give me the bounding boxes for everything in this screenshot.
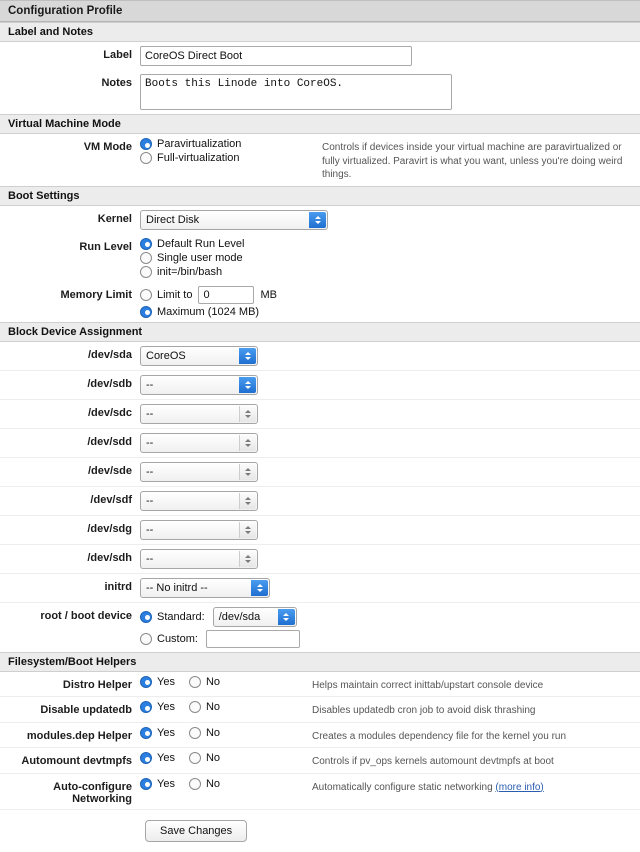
block-device-select-sde[interactable] bbox=[140, 462, 258, 482]
helper-row-automount-devtmpfs bbox=[0, 748, 640, 774]
block-device-label: /dev/sdh bbox=[87, 551, 132, 564]
block-device-label: /dev/sdf bbox=[90, 493, 132, 506]
label-input[interactable] bbox=[140, 46, 412, 66]
radio-icon[interactable] bbox=[140, 266, 152, 278]
block-device-select-sdf[interactable] bbox=[140, 491, 258, 511]
radio-icon-no[interactable] bbox=[189, 727, 201, 739]
run-level-option-label: init=/bin/bash bbox=[157, 265, 223, 278]
block-device-select-sda[interactable] bbox=[140, 346, 258, 366]
block-device-select-value: -- bbox=[146, 407, 154, 420]
radio-icon-yes[interactable] bbox=[140, 701, 152, 713]
section-block-device-assignment: Block Device Assignment bbox=[0, 322, 640, 342]
radio-icon[interactable] bbox=[140, 611, 152, 623]
run-level-option-label: Single user mode bbox=[157, 251, 243, 264]
block-device-label: /dev/sda bbox=[87, 348, 132, 361]
root-device-standard-label: Standard: bbox=[157, 610, 205, 623]
memory-limit-option-limit-to[interactable] bbox=[140, 286, 277, 304]
vm-mode-option-paravirtualization[interactable] bbox=[140, 138, 310, 150]
label-row bbox=[0, 42, 640, 70]
helper-help-text: Creates a modules dependency file for the kernel you run bbox=[312, 730, 567, 742]
memory-limit-unit: MB bbox=[260, 288, 277, 301]
helper-yes-label: Yes bbox=[157, 701, 175, 713]
block-device-select-sdc[interactable] bbox=[140, 404, 258, 424]
block-device-select-value: -- bbox=[146, 523, 154, 536]
run-level-option-single-user[interactable] bbox=[140, 252, 244, 264]
kernel-select-value: Direct Disk bbox=[146, 213, 200, 226]
block-device-row-sdd bbox=[0, 429, 640, 458]
section-boot-settings: Boot Settings bbox=[0, 186, 640, 206]
helper-label: Distro Helper bbox=[62, 678, 132, 691]
helper-help-text: Automatically configure static networking bbox=[312, 781, 496, 793]
chevron-updown-icon[interactable] bbox=[239, 464, 256, 480]
memory-limit-limit-to-label: Limit to bbox=[157, 288, 193, 301]
helper-label: modules.dep Helper bbox=[26, 729, 132, 742]
memory-limit-input[interactable] bbox=[198, 286, 254, 304]
radio-icon-yes[interactable] bbox=[140, 752, 152, 764]
chevron-updown-icon[interactable] bbox=[239, 551, 256, 567]
section-filesystem-boot-helpers: Filesystem/Boot Helpers bbox=[0, 652, 640, 672]
run-level-label: Run Level bbox=[79, 240, 132, 253]
initrd-select[interactable] bbox=[140, 578, 270, 598]
helper-row-disable-updatedb bbox=[0, 697, 640, 723]
block-device-select-sdb[interactable] bbox=[140, 375, 258, 395]
run-level-row bbox=[0, 234, 640, 282]
helper-row-distro-helper bbox=[0, 672, 640, 698]
root-device-option-standard[interactable] bbox=[140, 607, 300, 627]
block-device-select-value: -- bbox=[146, 494, 154, 507]
helper-yes-label: Yes bbox=[157, 675, 175, 688]
memory-limit-option-maximum[interactable] bbox=[140, 306, 277, 318]
helper-no-label: No bbox=[205, 675, 221, 688]
chevron-updown-icon[interactable] bbox=[239, 493, 256, 509]
radio-icon-yes[interactable] bbox=[140, 727, 152, 739]
vm-mode-option-label: Paravirtualization bbox=[157, 138, 242, 150]
root-boot-device-label: root / boot device bbox=[40, 609, 132, 622]
helper-label: Auto-configure Networking bbox=[53, 780, 132, 805]
block-device-select-value: -- bbox=[146, 465, 154, 478]
notes-field-label: Notes bbox=[101, 77, 132, 89]
radio-icon-no[interactable] bbox=[189, 676, 201, 688]
radio-icon[interactable] bbox=[140, 138, 152, 150]
notes-textarea[interactable] bbox=[140, 74, 452, 110]
form-footer bbox=[0, 810, 640, 852]
block-device-label: /dev/sdb bbox=[87, 377, 132, 390]
vm-mode-row bbox=[0, 134, 640, 186]
kernel-row bbox=[0, 206, 640, 234]
root-device-custom-label: Custom: bbox=[157, 632, 198, 645]
helper-label: Disable updatedb bbox=[40, 704, 132, 716]
radio-icon[interactable] bbox=[140, 252, 152, 264]
block-device-select-sdh[interactable] bbox=[140, 549, 258, 569]
initrd-select-value: -- No initrd -- bbox=[146, 581, 208, 594]
block-device-select-value: CoreOS bbox=[146, 349, 186, 362]
memory-limit-maximum-label: Maximum (1024 MB) bbox=[157, 305, 260, 318]
helper-help-text-wrapper bbox=[300, 778, 544, 795]
block-device-row-sdc bbox=[0, 400, 640, 429]
window-title: Configuration Profile bbox=[0, 0, 640, 22]
section-virtual-machine-mode: Virtual Machine Mode bbox=[0, 114, 640, 134]
helper-yes-label: Yes bbox=[157, 726, 175, 739]
block-device-label: /dev/sdg bbox=[87, 522, 132, 535]
root-device-custom-input[interactable] bbox=[206, 630, 300, 648]
block-device-row-sdf bbox=[0, 487, 640, 516]
block-device-label: /dev/sdc bbox=[87, 406, 132, 419]
block-device-select-sdd[interactable] bbox=[140, 433, 258, 453]
block-device-select-value: -- bbox=[146, 436, 154, 449]
notes-row bbox=[0, 70, 640, 114]
radio-icon[interactable] bbox=[140, 289, 152, 301]
block-device-row-sdb bbox=[0, 371, 640, 400]
block-device-label: /dev/sdd bbox=[87, 435, 132, 448]
helper-row-auto-configure-networking bbox=[0, 774, 640, 810]
chevron-updown-icon[interactable] bbox=[239, 348, 256, 364]
chevron-updown-icon[interactable] bbox=[239, 377, 256, 393]
block-device-select-value: -- bbox=[146, 552, 154, 565]
helper-yes-label: Yes bbox=[157, 752, 175, 764]
helper-yes-label: Yes bbox=[157, 777, 175, 790]
radio-icon-yes[interactable] bbox=[140, 676, 152, 688]
section-label-and-notes: Label and Notes bbox=[0, 22, 640, 42]
root-device-standard-select[interactable] bbox=[213, 607, 297, 627]
memory-limit-row bbox=[0, 282, 640, 322]
kernel-label: Kernel bbox=[97, 212, 132, 225]
block-device-row-sdh bbox=[0, 545, 640, 574]
root-boot-device-row bbox=[0, 603, 640, 652]
radio-icon-yes[interactable] bbox=[140, 778, 152, 790]
block-device-select-value: -- bbox=[146, 378, 154, 391]
helper-no-label: No bbox=[205, 752, 221, 764]
radio-icon[interactable] bbox=[140, 306, 152, 318]
chevron-updown-icon[interactable] bbox=[239, 406, 256, 422]
block-device-row-sdg bbox=[0, 516, 640, 545]
radio-icon[interactable] bbox=[140, 152, 152, 164]
run-level-option-init-bin-bash[interactable] bbox=[140, 266, 244, 278]
more-info-link[interactable]: (more info) bbox=[495, 781, 544, 793]
block-device-label: /dev/sde bbox=[87, 464, 132, 477]
radio-icon[interactable] bbox=[140, 633, 152, 645]
vm-mode-option-full-virtualization[interactable] bbox=[140, 152, 310, 164]
radio-icon-no[interactable] bbox=[189, 752, 201, 764]
helper-label: Automount devtmpfs bbox=[21, 755, 132, 767]
helper-no-label: No bbox=[205, 701, 221, 713]
run-level-option-default[interactable] bbox=[140, 238, 244, 250]
chevron-updown-icon[interactable] bbox=[251, 580, 268, 596]
radio-icon-no[interactable] bbox=[189, 701, 201, 713]
chevron-updown-icon[interactable] bbox=[239, 435, 256, 451]
memory-limit-label: Memory Limit bbox=[60, 288, 132, 301]
helper-no-label: No bbox=[205, 726, 221, 739]
initrd-row bbox=[0, 574, 640, 603]
kernel-select[interactable] bbox=[140, 210, 328, 230]
label-field-label: Label bbox=[103, 49, 132, 61]
helper-no-label: No bbox=[205, 777, 221, 790]
vm-mode-option-label: Full-virtualization bbox=[157, 152, 240, 164]
radio-icon[interactable] bbox=[140, 238, 152, 250]
helper-row-modules-dep-helper bbox=[0, 723, 640, 749]
run-level-option-label: Default Run Level bbox=[157, 237, 245, 250]
root-device-option-custom[interactable] bbox=[140, 630, 300, 648]
vm-mode-help-text: Controls if devices inside your virtual machine are paravirtualized or fully virtualized. Paravirt is what you want, unless you're doing weird things. bbox=[322, 142, 623, 180]
block-device-select-sdg[interactable] bbox=[140, 520, 258, 540]
chevron-updown-icon[interactable] bbox=[309, 212, 326, 228]
helper-help-text: Controls if pv_ops kernels automount devtmpfs at boot bbox=[312, 756, 554, 767]
radio-icon-no[interactable] bbox=[189, 778, 201, 790]
block-device-row-sda bbox=[0, 342, 640, 371]
save-changes-button[interactable]: Save Changes bbox=[145, 820, 247, 842]
block-device-row-sde bbox=[0, 458, 640, 487]
vm-mode-label: VM Mode bbox=[83, 141, 132, 153]
helper-help-text: Disables updatedb cron job to avoid disk thrashing bbox=[312, 705, 536, 716]
root-device-standard-value: /dev/sda bbox=[218, 610, 261, 623]
chevron-updown-icon[interactable] bbox=[239, 522, 256, 538]
helper-help-text: Helps maintain correct inittab/upstart console device bbox=[312, 679, 544, 691]
chevron-updown-icon[interactable] bbox=[278, 609, 295, 625]
initrd-label: initrd bbox=[104, 580, 132, 593]
